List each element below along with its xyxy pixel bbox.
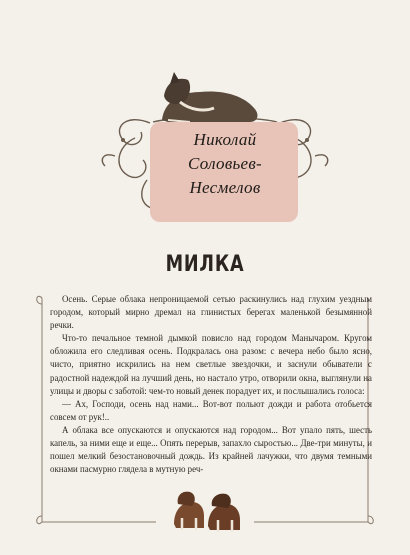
author-line-1: Николай [193, 130, 257, 149]
puppies-illustration [168, 484, 246, 534]
author-line-3: Несмелов [189, 178, 261, 197]
story-body [50, 293, 372, 476]
paragraph: Что-то печальное темной дымкой повисло над городом Манычаром. Кругом обложила его следливая осень. Подкралась она разом: с вечера небо было ясно, чисто, приятно искрились на нем светлые звездочки, и заснули обыватели с радостной надеждой на лучший день, но настало утро, отворили окна, выглянули на улицы и дворы с заботой: чем-то новый денек порадует их, и послышались голоса: [50, 333, 372, 396]
story-title: МИЛКА [165, 252, 245, 277]
author-name [140, 128, 310, 200]
paragraph: А облака все опускаются и опускаются над городом... Вот упало пять, шесть капель, за ними еще и еще... Опять перерыв, запахло сыростью... Две-три минуты, и пошел мелкий безостановочный дождь. Из крайней лачужки, что двумя темными окнами пасмурно глядела в мутную реч- [50, 424, 372, 475]
author-line-2: Соловьев- [187, 154, 263, 173]
paragraph: — Ах, Господи, осень над нами... Вот-вот польют дожди и работа отобьется совсем от рук!.. [50, 398, 372, 422]
paragraph: Осень. Серые облака непроницаемой сетью раскинулись над глухим уездным городом, который мирно дремал на глинистых берегах маленькой безымянной речки. [50, 294, 372, 331]
